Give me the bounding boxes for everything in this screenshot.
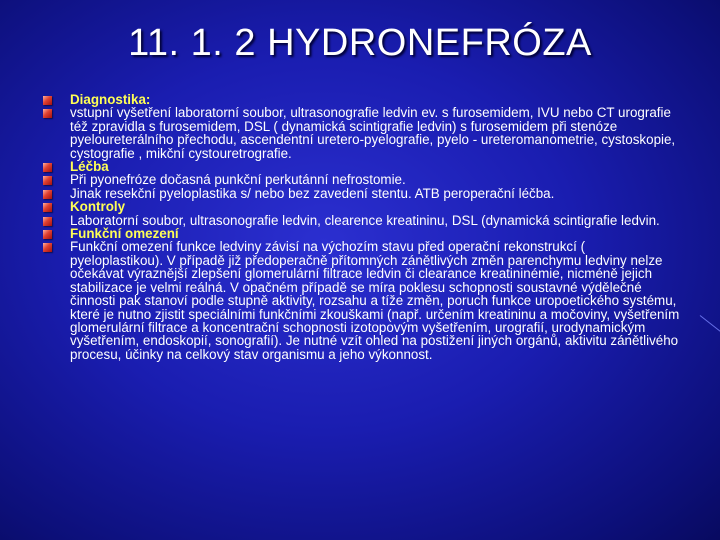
bullet-icon — [43, 109, 52, 118]
item-text: vstupní vyšetření laboratorní soubor, ultrasonografie ledvin ev. s furosemidem, IVU nebo CT urografie též zpravidla s furosemidem, DSL ( dynamická scintigrafie ledvin) s furosemidem při stenóze pyeloureterálního přechodu, ascendentní uretero-pyelografie, pyelo - ureteromanometrie, cystoskopie, cystografie , mikční cystouretrografie. — [70, 105, 676, 161]
list-item — [70, 200, 680, 213]
bullet-icon — [43, 190, 52, 199]
decorative-line — [700, 315, 720, 340]
list-item — [70, 93, 680, 106]
bullet-icon — [43, 243, 52, 252]
heading-funkcni-omezeni: Funkční omezení — [70, 226, 179, 242]
bullet-icon — [43, 217, 52, 226]
list-item — [70, 227, 680, 240]
item-text: Jinak resekční pyeloplastika s/ nebo bez zavedení stentu. ATB peroperační léčba. — [70, 185, 555, 201]
slide-content — [70, 93, 680, 361]
list-item — [70, 160, 680, 173]
list-item — [70, 173, 680, 186]
heading-lecba: Léčba — [70, 159, 109, 175]
item-text: Funkční omezení funkce ledviny závisí na výchozím stavu před operační rekonstrukcí ( pyeloplastikou). V případě již předoperačně přítomných zánětlivých změn parenchymu ledviny nelze očekávat výraznější zlepšení glomerulární filtrace ledvin či clearance kreatininémie, nicméně jejich stabilizace je velmi reálná. V opačném případě se míra poklesu schopnosti soustavné výdělečné činnosti pak stanoví podle stupně aktivity, rozsahu a tíže změn, poruch funkce uropoetického systému, které je nutno zjistit speciálními funkčními zkouškami (např. určením kreatininu a močoviny, vyšetřením glomerulární filtrace a koncentrační schopnosti izotopovým vyšetřením, urografií, urodynamickým vyšetřením, endoskopií, sonografií). Je nutné vzít ohled na postižení jiných orgánů, aktivitu zánětlivého procesu, účinky na celkový stav organismu a jeho výkonnost. — [70, 239, 680, 362]
bullet-icon — [43, 176, 52, 185]
slide-title: 11. 1. 2 HYDRONEFRÓZA — [128, 22, 592, 64]
heading-diagnostika: Diagnostika: — [70, 92, 151, 107]
bullet-icon — [43, 203, 52, 212]
item-text: Při pyonefróze dočasná punkční perkutánní nefrostomie. — [70, 172, 406, 188]
heading-kontroly: Kontroly — [70, 199, 126, 215]
bullet-icon — [43, 163, 52, 172]
list-item — [70, 187, 680, 200]
bullet-icon — [43, 96, 52, 105]
list-item — [70, 106, 680, 160]
list-item — [70, 240, 680, 361]
list-item — [70, 214, 680, 227]
item-text: Laboratorní soubor, ultrasonografie ledvin, clearence kreatininu, DSL (dynamická scintigrafie ledvin. — [70, 212, 660, 228]
bullet-icon — [43, 230, 52, 239]
